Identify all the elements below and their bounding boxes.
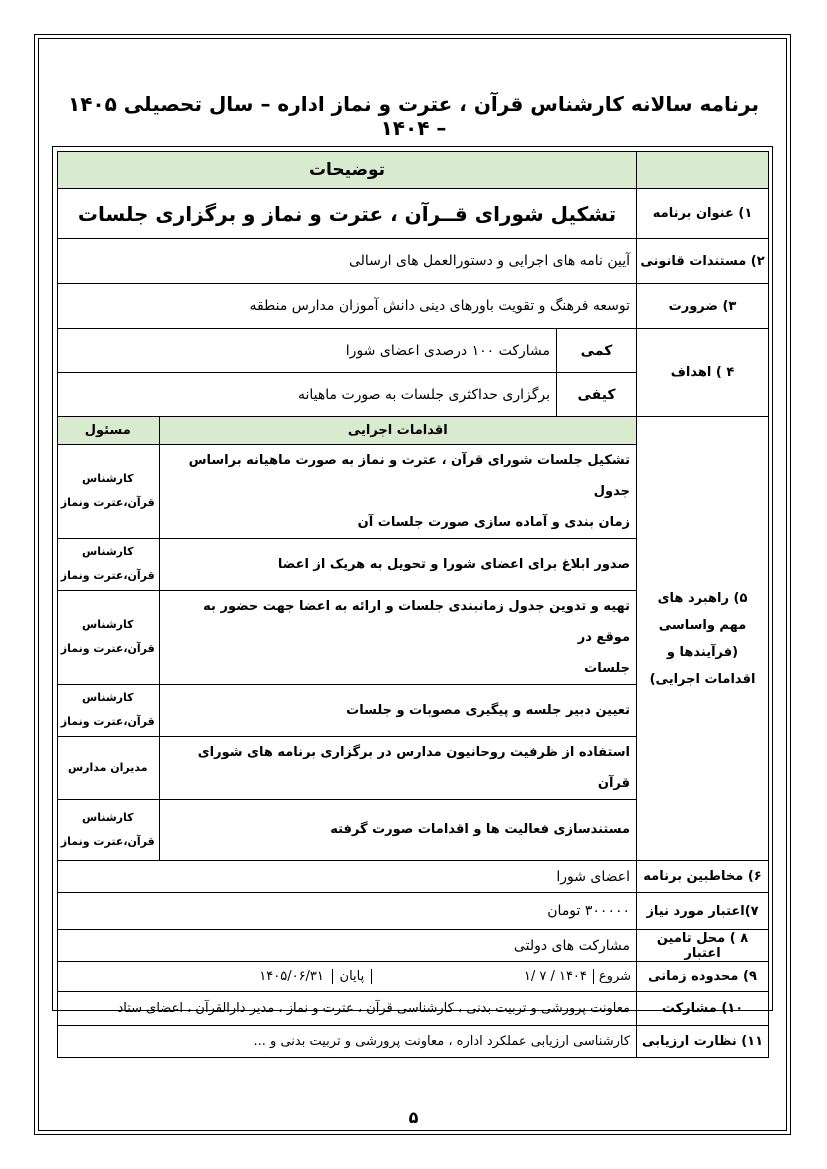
page-number: ۵ [408,1108,419,1127]
program-title-value: تشکیل شورای قــرآن ، عترت و نماز و برگزاری جلسات [58,189,637,239]
label-legal-documents: ۲) مستندات قانونی [637,239,769,284]
time-range-cells [58,969,636,984]
page-title: برنامه سالانه کارشناس قرآن ، عترت و نماز اداره – سال تحصیلی ۱۴۰۵ – ۱۴۰۴ [68,92,759,140]
row-strategies [58,417,769,861]
label-audience: ۶) مخاطبین برنامه [637,861,769,893]
responsible-line: قرآن،عترت ونماز [60,834,155,848]
responsible-line: قرآن،عترت ونماز [60,715,155,728]
strategies-label-line: ۵) راهبرد های [657,590,748,606]
strategy-responsible [57,590,159,684]
responsible-line: کارشناس [82,810,134,824]
responsible-line: قرآن،عترت ونماز [60,496,155,509]
evaluation-value: کارشناسی ارزیابی عملکرد اداره ، معاونت پرورشی و تربیت بدنی و ... [58,1026,637,1058]
row-audience [58,861,769,893]
strategy-action [159,684,636,736]
strategy-row [57,684,636,736]
action-line: جلسات [584,660,631,676]
responsible-line: قرآن،عترت ونماز [60,569,155,582]
label-time-range: ۹) محدوده زمانی [637,962,769,992]
strategy-row [57,590,636,684]
label-qualitative: کیفی [557,373,637,417]
action-line: تهیه و تدوین جدول زمانبندی جلسات و ارائه به اعضا جهت حضور به موقع در [203,598,631,645]
action-line: تعیین دبیر جلسه و پیگیری مصوبات و جلسات [346,702,631,718]
row-program-title [58,189,769,239]
necessity-value: توسعه فرهنگ و تقویت باورهای دینی دانش آموزان مدارس منطقه [58,284,637,329]
responsible-line: کارشناس [82,618,134,631]
start-label: شروع [593,969,636,984]
strategy-row [57,444,636,538]
end-label: پایان [332,969,372,984]
qualitative-goal-value: برگزاری حداکثری جلسات به صورت ماهیانه [58,373,557,417]
strategy-responsible [57,684,159,736]
label-participation: ۱۰) مشارکت [637,992,769,1026]
strategies-label-line: اقدامات اجرایی) [649,671,756,687]
header-actions: اقدامات اجرایی [159,417,636,444]
responsible-line: مدیران مدارس [67,760,148,774]
action-line: زمان بندی و آماده سازی صورت جلسات آن [357,514,631,530]
action-line: صدور ابلاغ برای اعضای شورا و تحویل به هریک از اعضا [277,556,631,572]
audience-value: اعضای شورا [58,861,637,893]
row-necessity [58,284,769,329]
strategies-container [58,417,637,861]
label-evaluation: ۱۱) نظارت ارزیابی [637,1026,769,1058]
header-description: توضیحات [58,152,637,189]
responsible-line: کارشناس [82,472,134,485]
responsible-line: کارشناس [82,545,134,558]
label-program-title: ۱) عنوان برنامه [637,189,769,239]
strategies-header-row [57,417,636,444]
start-date-value: ۱۴۰۴ / ۷ /۱ [523,969,587,984]
row-evaluation [58,1026,769,1058]
label-quantitative: کمی [557,329,637,373]
strategy-row [57,538,636,590]
strategy-responsible [57,799,159,860]
strategies-table [57,417,636,860]
strategy-row [57,736,636,799]
header-responsible: مسئول [57,417,159,444]
row-legal-documents [58,239,769,284]
strategy-responsible [57,538,159,590]
strategy-action [159,799,636,860]
row-participation [58,992,769,1026]
label-funding-source: ۸ ) محل تامین اعتبار [637,930,769,962]
strategy-responsible [57,736,159,799]
row-time-range [58,962,769,992]
row-funding-source [58,930,769,962]
action-line: تشکیل جلسات شورای قرآن ، عترت و نماز به صورت ماهیانه براساس جدول [188,452,631,499]
legal-documents-value: آیین نامه های اجرایی و دستورالعمل های ارسالی [58,239,637,284]
strategies-label-line: (فرآیندها و [666,644,739,660]
strategy-responsible [57,444,159,538]
end-date-value: ۱۴۰۵/۰۶/۳۱ [259,969,324,984]
row-goals-quantitative [58,329,769,373]
budget-value: ۳۰۰۰۰۰ تومان [58,893,637,930]
action-line: مستندسازی فعالیت ها و اقدامات صورت گرفته [330,822,631,838]
strategy-action [159,538,636,590]
strategy-action [159,444,636,538]
label-goals: ۴ ) اهداف [637,329,769,417]
strategies-label-line: مهم واساسی [658,617,747,633]
strategy-action [159,590,636,684]
program-table [57,151,769,1058]
participation-value: معاونت پرورشی و تربیت بدنی ، کارشناسی قرآن ، عترت و نماز ، مدیر دارالقرآن ، اعضای ستاد [58,992,637,1026]
strategy-action [159,736,636,799]
funding-source-value: مشارکت های دولتی [58,930,637,962]
responsible-line: قرآن،عترت ونماز [60,642,155,655]
action-line: استفاده از ظرفیت روحانیون مدارس در برگزاری برنامه های شورای قرآن [197,744,631,791]
table-header-row [58,152,769,189]
label-budget: ۷)اعتبار مورد نیاز [637,893,769,930]
strategy-row [57,799,636,860]
label-strategies [637,417,769,861]
label-necessity: ۳) ضرورت [637,284,769,329]
header-label-empty [637,152,769,189]
row-budget [58,893,769,930]
quantitative-goal-value: مشارکت ۱۰۰ درصدی اعضای شورا [58,329,557,373]
time-range-container [58,962,637,992]
responsible-line: کارشناس [82,691,134,704]
